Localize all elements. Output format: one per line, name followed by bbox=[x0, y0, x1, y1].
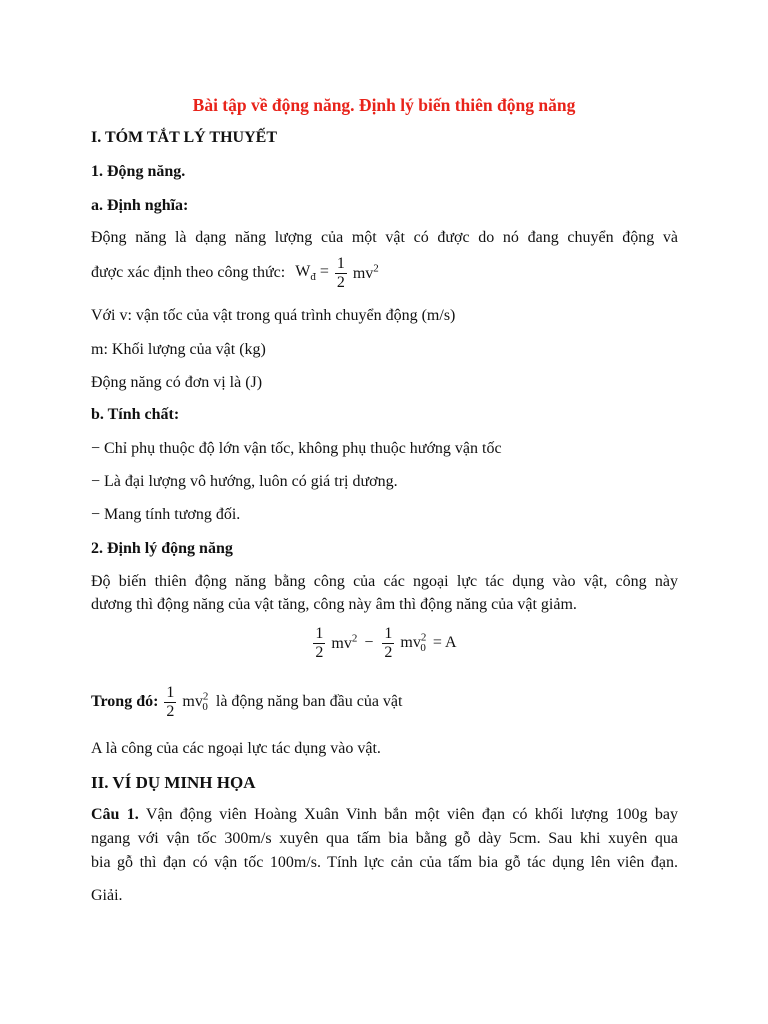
answer-label: Giải. bbox=[91, 887, 123, 904]
definition-line-2: được xác định theo công thức: bbox=[91, 264, 286, 282]
property-2: − Là đại lượng vô hướng, luôn có giá trị dương. bbox=[91, 473, 398, 490]
question-1-label: Câu 1. bbox=[91, 806, 139, 823]
property-1: − Chỉ phụ thuộc độ lớn vận tốc, không phụ thuộc hướng vận tốc bbox=[91, 440, 502, 457]
where-label: Trong đó: bbox=[91, 693, 159, 711]
subsection-theorem: 2. Định lý động năng bbox=[91, 540, 233, 557]
subsection-kinetic-energy: 1. Động năng. bbox=[91, 163, 186, 180]
subsection-definition: a. Định nghĩa: bbox=[91, 197, 189, 214]
fraction-one-half: $\frac{1}{2}$ bbox=[336, 255, 345, 291]
fraction-one-half: $\frac{1}{2}$ bbox=[384, 625, 393, 661]
where-line: Trong đó: $\frac{1}{2}$ $mv^2_0$ là động năng ban đầu của vật bbox=[91, 684, 403, 720]
question-1-line-1: Câu 1. Vận động viên Hoàng Xuân Vinh bắn một viên đạn có khối lượng 100g bay bbox=[91, 806, 678, 823]
question-1-line-3: bia gỗ thì đạn có vận tốc 100m/s. Tính lực cản của tấm bia gỗ tác dụng lên viên đạn. bbox=[91, 854, 678, 871]
theorem-line-2: dương thì động năng của vật tăng, công này âm thì động năng của vật giảm. bbox=[91, 596, 577, 613]
section-heading-examples: II. VÍ DỤ MINH HỌA bbox=[91, 773, 256, 792]
unit-line: Động năng có đơn vị là (J) bbox=[91, 374, 263, 391]
where-text: là động năng ban đầu của vật bbox=[215, 693, 403, 711]
definition-line-2-with-formula: được xác định theo công thức: $W_đ$ = $\frac{1}{2}$ $mv^2$ bbox=[91, 255, 379, 291]
page-title: Bài tập về động năng. Định lý biến thiên động năng bbox=[192, 95, 576, 115]
formula-work-energy-theorem: $\frac{1}{2}$ $mv^2$ − $\frac{1}{2}$ $mv^2_0 = A$ bbox=[315, 625, 457, 661]
fraction-one-half: $\frac{1}{2}$ bbox=[315, 625, 324, 661]
theorem-line-1: Độ biến thiên động năng bằng công của các ngoại lực tác dụng vào vật, công này bbox=[91, 573, 678, 590]
section-heading-theory: I. TÓM TẮT LÝ THUYẾT bbox=[91, 129, 277, 146]
definition-line-1: Động năng là dạng năng lượng của một vật có được do nó đang chuyển động và bbox=[91, 229, 678, 246]
formula-kinetic-energy: $W_đ$ = bbox=[295, 263, 329, 284]
fraction-one-half: $\frac{1}{2}$ bbox=[166, 684, 175, 720]
subsection-properties: b. Tính chất: bbox=[91, 406, 180, 423]
question-1-line-2: ngang với vận tốc 300m/s xuyên qua tấm bia bằng gỗ dày 5cm. Sau khi xuyên qua bbox=[91, 830, 678, 847]
mass-definition: m: Khối lượng của vật (kg) bbox=[91, 341, 266, 358]
work-definition: A là công của các ngoại lực tác dụng vào vật. bbox=[91, 740, 381, 757]
velocity-definition: Với v: vận tốc của vật trong quá trình chuyển động (m/s) bbox=[91, 307, 456, 324]
property-3: − Mang tính tương đối. bbox=[91, 506, 241, 523]
